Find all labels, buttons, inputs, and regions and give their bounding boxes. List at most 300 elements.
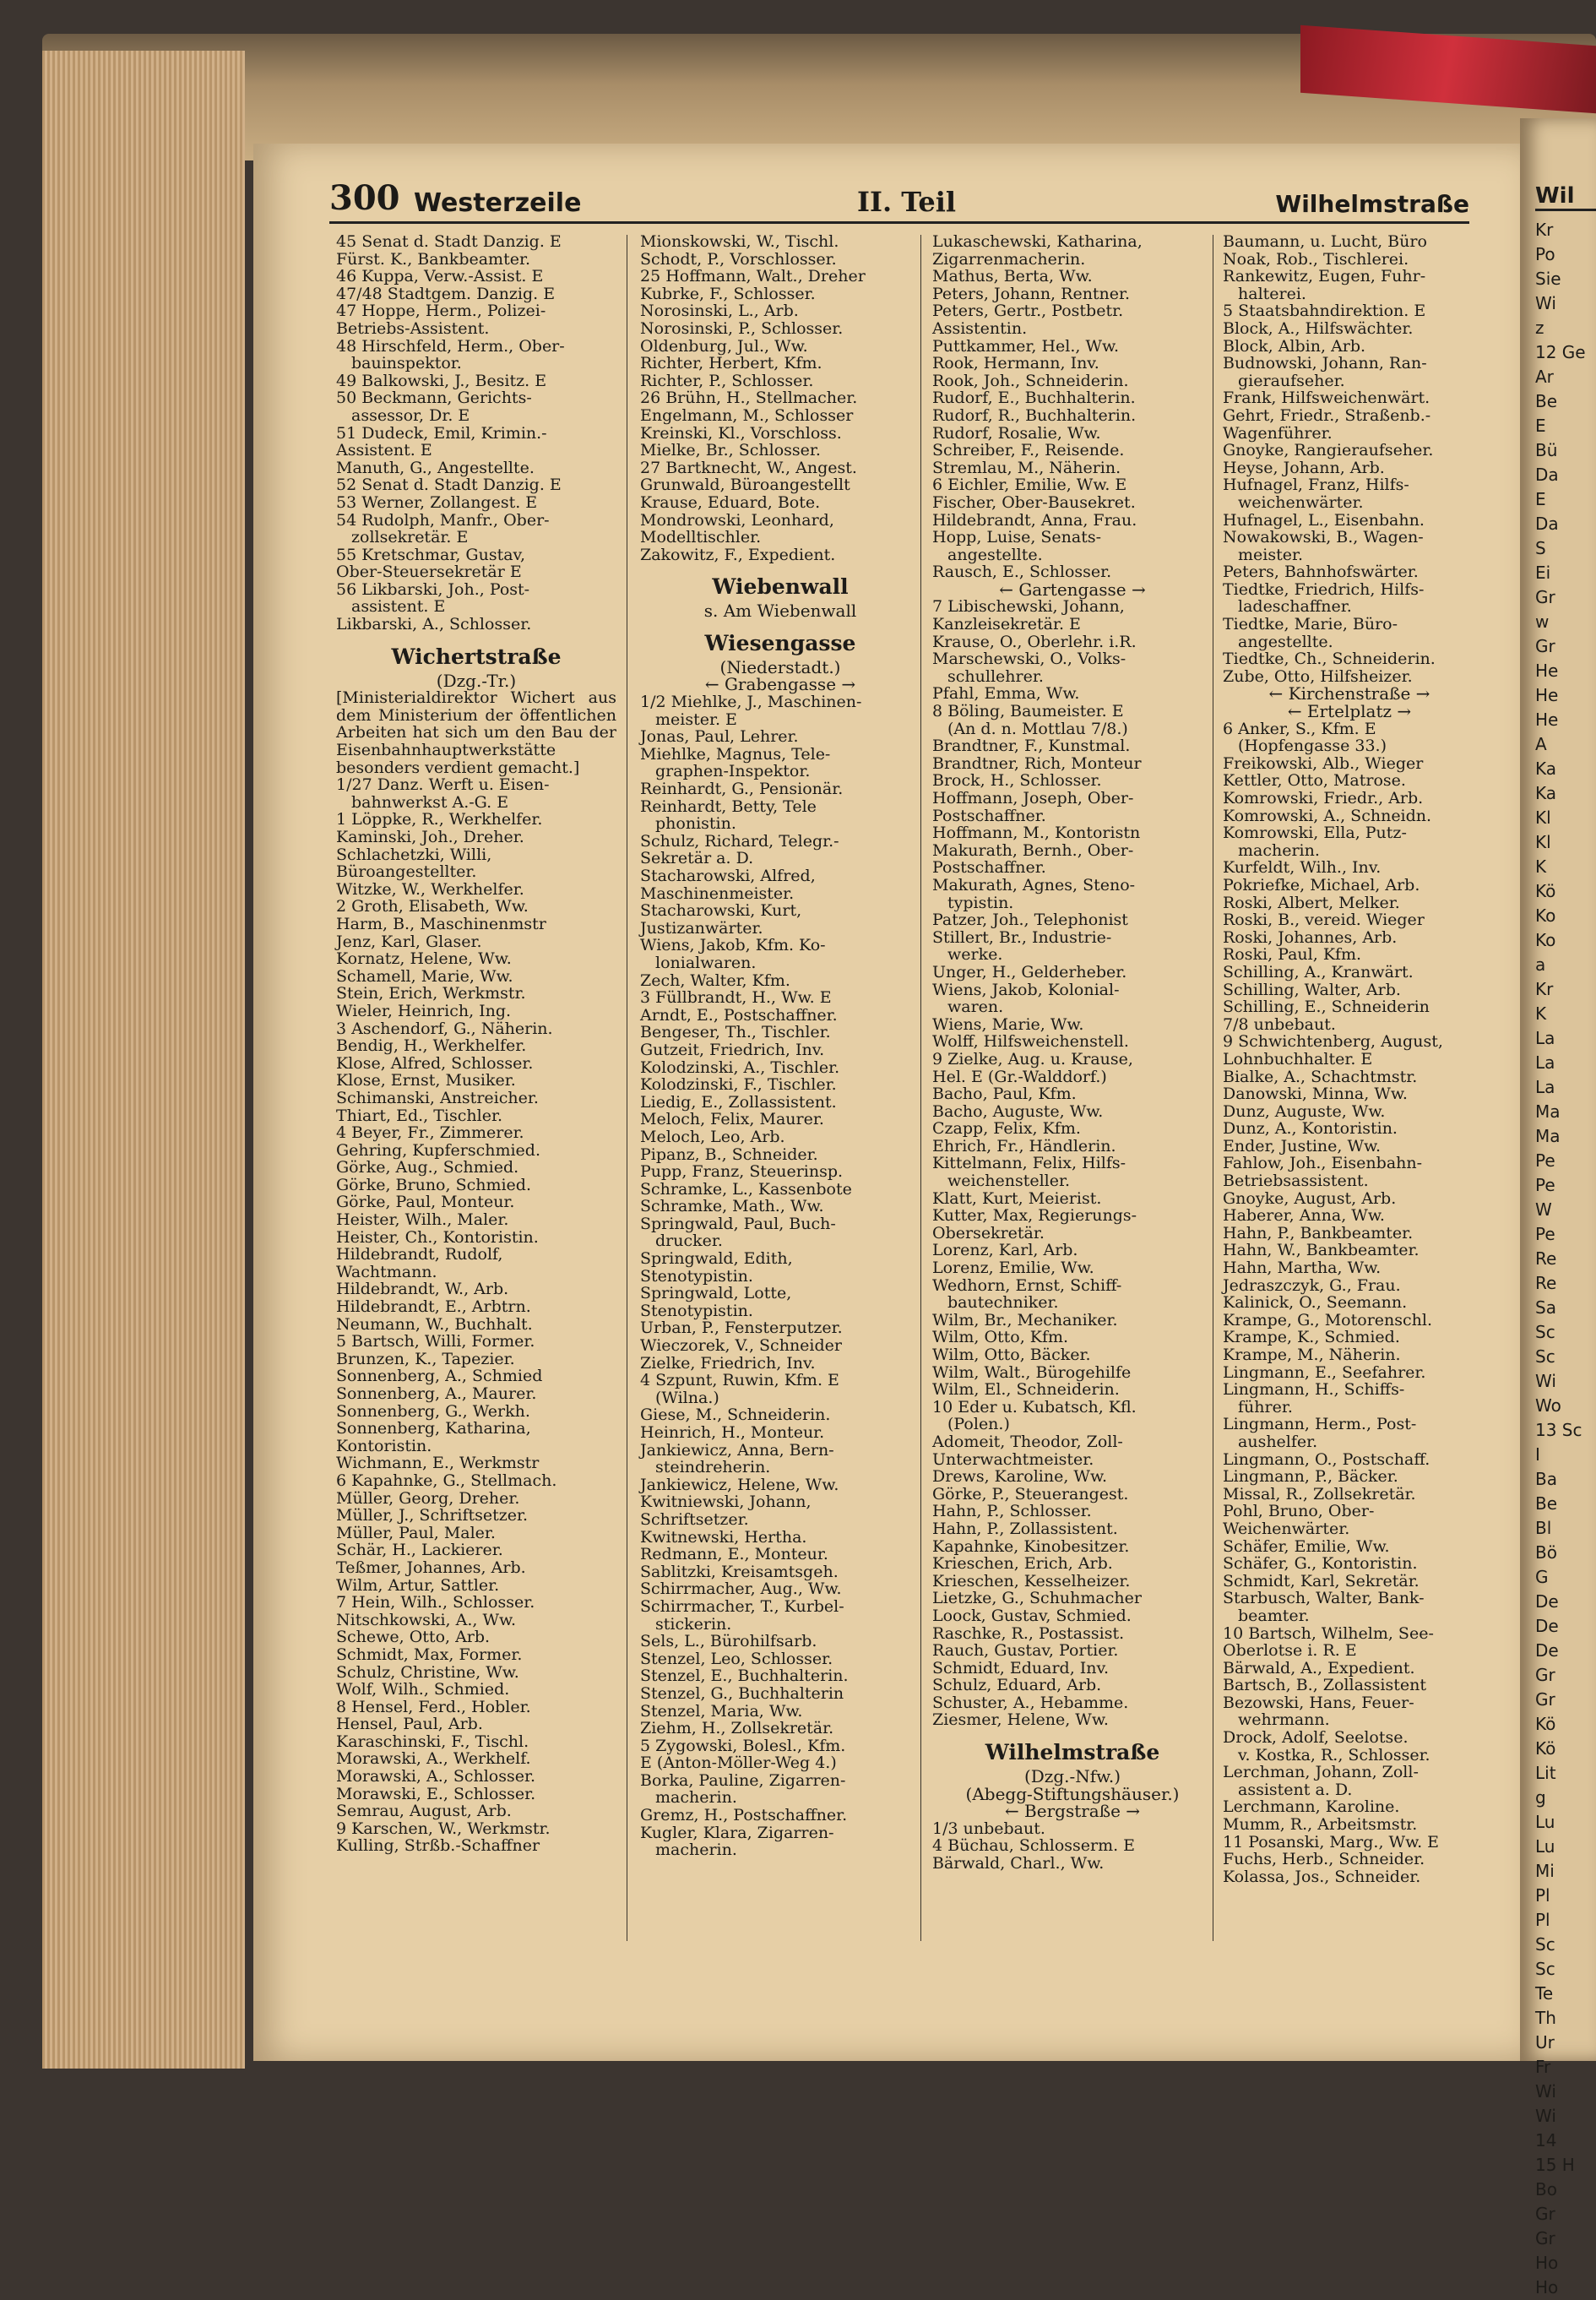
directory-entry: Morawski, A., Schlosser. [336,1767,536,1786]
directory-entry: Loock, Gustav, Schmied. [932,1606,1132,1625]
directory-entry: (Hopfengasse 33.) [1238,737,1387,756]
street-note: (Dzg.-Nfw.) [1023,1766,1121,1787]
directory-entry: Hildebrandt, W., Arb. [336,1280,509,1299]
directory-entry: Miehlke, Magnus, Tele- [640,744,831,764]
directory-entry: aushelfer. [1238,1432,1318,1451]
directory-entry: Heyse, Johann, Arb. [1223,458,1385,477]
directory-entry: Pohl, Bruno, Ober- [1223,1502,1375,1521]
directory-entry: Hoffmann, Joseph, Ober- [932,789,1134,807]
right-page-fragment: S [1535,538,1546,558]
directory-entry: Gnoyke, Rangieraufseher. [1223,441,1434,460]
directory-entry: 4 Büchau, Schlosserm. E [932,1836,1136,1856]
directory-entry: Harm, B., Maschinenmstr [336,914,546,933]
directory-entry: Klatt, Kurt, Meierist. [932,1188,1102,1208]
directory-entry: Kubrke, F., Schlosser. [640,284,816,303]
right-page-fragment: z [1535,318,1544,338]
directory-entry: Wedhorn, Ernst, Schiff- [932,1275,1122,1295]
directory-entry: Rauch, Gustav, Portier. [932,1641,1119,1661]
directory-entry: Roski, Albert, Melker. [1223,893,1400,912]
directory-entry: Tiedtke, Ch., Schneiderin. [1223,650,1436,669]
street-note: ← Ertelplatz → [1287,701,1412,722]
directory-entry: Wachtmann. [336,1262,437,1281]
right-page-fragment: E [1535,489,1546,509]
directory-entry: Schulz, Eduard, Arb. [932,1676,1102,1695]
right-page-fragment: Sa [1535,1297,1556,1318]
directory-entry: Gutzeit, Friedrich, Inv. [640,1040,825,1059]
directory-entry: Kugler, Klara, Zigarren- [640,1823,834,1842]
directory-entry: Krause, O., Oberlehr. i.R. [932,632,1137,651]
directory-entry: Schramke, L., Kassenbote [640,1179,852,1199]
directory-entry: Nitschkowski, A., Ww. [336,1610,517,1629]
right-page-fragment: Mi [1535,1861,1555,1881]
directory-entry: 1 Löppke, R., Werkhelfer. [336,810,543,829]
directory-entry: Fischer, Ober-Bausekret. [932,492,1136,512]
directory-entry: 50 Beckmann, Gerichts- [336,389,532,408]
directory-entry: zollsekretär. E [351,528,469,547]
directory-entry: Krampe, G., Motorenschl. [1223,1310,1433,1329]
directory-entry: Gehrt, Friedr., Straßenb.- [1223,405,1431,425]
directory-entry: 6 Anker, S., Kfm. E [1223,719,1376,738]
right-page-fragment: Wi [1535,1371,1556,1391]
directory-entry: Makurath, Bernh., Ober- [932,840,1134,860]
directory-entry: Schäfer, Emilie, Ww. [1223,1536,1390,1556]
directory-entry: Komrowski, Friedr., Arb. [1223,789,1424,807]
directory-entry: Rudorf, Rosalie, Ww. [932,423,1101,443]
directory-entry: Komrowski, Ella, Putz- [1223,824,1407,843]
directory-entry: Kolodzinski, A., Tischler. [640,1058,840,1077]
right-page-fragment: Sc [1535,1959,1555,1979]
directory-entry: Görke, Paul, Monteur. [336,1193,515,1212]
directory-entry: Starbusch, Walter, Bank- [1223,1589,1425,1608]
directory-entry: Betriebsassistent. [1223,1172,1369,1191]
directory-entry: Reinhardt, G., Pensionär. [640,780,844,799]
right-page-fragment: Ho [1535,2277,1559,2297]
directory-entry: Sels, L., Bürohilfsarb. [640,1632,817,1651]
directory-entry: Wilm, Artur, Sattler. [336,1575,500,1595]
directory-entry: Wiens, Jakob, Kfm. Ko- [640,936,826,955]
directory-entry: meister. E [655,710,737,729]
directory-entry: Krieschen, Erich, Arb. [932,1554,1113,1574]
directory-entry: Kalinick, O., Seemann. [1223,1293,1408,1313]
directory-entry: Ender, Justine, Ww. [1223,1136,1382,1155]
right-page-fragment: Ma [1535,1101,1561,1122]
directory-entry: Ober-Steuersekretär E [336,563,522,582]
directory-entry: Karaschinski, F., Tischl. [336,1732,529,1751]
right-page-fragment: Kö [1535,881,1556,901]
directory-entry: Schuster, A., Hebamme. [932,1693,1129,1712]
street-note: (Abegg-Stiftungshäuser.) [965,1783,1180,1804]
directory-entry: 7 Libischewski, Johann, [932,597,1125,617]
directory-entry: Krieschen, Kesselheizer. [932,1571,1131,1590]
directory-entry: Krause, Eduard, Bote. [640,492,821,512]
right-page-fragment: Da [1535,465,1559,485]
right-page-fragment: Bo [1535,2179,1557,2199]
directory-entry: Assistent. E [336,441,432,460]
column-rule [920,235,921,1941]
directory-entry: 52 Senat d. Stadt Danzig. E [336,476,562,495]
directory-entry: Schilling, A., Kranwärt. [1223,962,1414,981]
right-page-fragment: K [1535,856,1547,877]
directory-entry: Manuth, G., Angestellte. [336,458,535,477]
directory-entry: Block, A., Hilfswächter. [1223,318,1414,338]
directory-entry: 4 Szpunt, Ruwin, Kfm. E [640,1371,839,1390]
directory-entry: Lietzke, G., Schuhmacher [932,1589,1142,1608]
directory-entry: Lorenz, Karl, Arb. [932,1241,1078,1260]
right-page-fragment: a [1535,954,1546,975]
directory-entry: Betriebs-Assistent. [336,318,490,338]
directory-entry: Wichmann, E., Werkmstr [336,1454,540,1473]
directory-entry: macherin. [655,1788,737,1808]
directory-entry: Müller, Georg, Dreher. [336,1488,520,1508]
right-page-fragment: Bö [1535,1542,1557,1563]
directory-entry: Mielke, Br., Schlosser. [640,441,821,460]
directory-entry: Schewe, Otto, Arb. [336,1628,491,1647]
right-page-fragment: E [1535,416,1546,436]
directory-entry: 2 Groth, Elisabeth, Ww. [336,897,529,916]
directory-entry: halterei. [1238,284,1306,303]
right-page-fragment: Ko [1535,930,1556,950]
right-page-fragment: Sc [1535,1322,1555,1342]
directory-entry: (Polen.) [947,1415,1010,1434]
directory-entry: Fuchs, Herb., Schneider. [1223,1850,1425,1869]
right-page-fragment: Ma [1535,1126,1561,1146]
directory-entry: E (Anton-Möller-Weg 4.) [640,1754,837,1773]
directory-entry: Görke, Bruno, Schmied. [336,1175,532,1194]
directory-entry: Peters, Johann, Rentner. [932,284,1131,303]
directory-entry: weichensteller. [947,1172,1071,1191]
directory-entry: Stein, Erich, Werkmstr. [336,984,526,1003]
directory-entry: führer. [1238,1397,1293,1416]
directory-entry: 51 Dudeck, Emil, Krimin.- [336,423,547,443]
directory-entry: Brandtner, Rich, Monteur [932,753,1142,773]
directory-entry: angestellte. [1238,632,1333,651]
directory-entry: Raschke, R., Postassist. [932,1623,1125,1643]
directory-entry: Kwitnewski, Hertha. [640,1527,807,1547]
directory-entry: Wagenführer. [1223,423,1333,443]
right-page-fragment: Wi [1535,2106,1556,2126]
directory-entry: Hensel, Paul, Arb. [336,1715,483,1734]
directory-entry: Block, Albin, Arb. [1223,336,1366,356]
directory-entry: Schulz, Christine, Ww. [336,1662,519,1682]
directory-entry: Sablitzki, Kreisamtsgeh. [640,1562,839,1581]
directory-entry: Rausch, E., Schlosser. [932,563,1112,582]
directory-entry: 5 Staatsbahndirektion. E [1223,302,1426,321]
directory-entry: (Wilna.) [655,1388,719,1407]
right-page-fragment: Gr [1535,2228,1555,2248]
directory-entry: Oberlotse i. R. E [1223,1641,1357,1661]
right-page-fragment: Da [1535,514,1559,534]
directory-entry: Wieczorek, V., Schneider [640,1336,842,1356]
directory-entry: Rook, Joh., Schneiderin. [932,371,1129,390]
directory-entry: Peters, Bahnhofswärter. [1223,563,1419,582]
directory-entry: Kurfeldt, Wilh., Inv. [1223,858,1382,878]
directory-entry: Modelltischler. [640,528,762,547]
directory-entry: Pokriefke, Michael, Arb. [1223,875,1420,894]
right-page-fragment: Kö [1535,1714,1556,1734]
directory-entry: Ehrich, Fr., Händlerin. [932,1136,1116,1155]
directory-entry: Gehring, Kupferschmied. [336,1140,540,1160]
right-page-fragment: G [1535,1567,1549,1587]
directory-entry: Schodt, P., Vorschlosser. [640,249,837,269]
directory-entry: Kapahnke, Kinobesitzer. [932,1536,1130,1556]
directory-entry: Ziesmer, Helene, Ww. [932,1710,1109,1730]
directory-entry: Adomeit, Theodor, Zoll- [932,1432,1123,1451]
directory-entry: Thiart, Ed., Tischler. [336,1106,502,1125]
directory-entry: Pipanz, B., Schneider. [640,1145,818,1164]
directory-entry: Marschewski, O., Volks- [932,650,1126,669]
directory-entry: Danowski, Minna, Ww. [1223,1085,1408,1104]
directory-entry: Grunwald, Büroangestellt [640,476,850,495]
right-page-fragment: 13 Sc [1535,1420,1582,1440]
directory-entry: Hildebrandt, E., Arbtrn. [336,1297,531,1317]
right-page-fragment: Pe [1535,1224,1555,1244]
directory-entry: 45 Senat d. Stadt Danzig. E [336,232,562,251]
right-page-fragment: Wil [1535,184,1596,211]
right-page-fragment: Kr [1535,220,1554,240]
directory-entry: Puttkammer, Hel., Ww. [932,336,1120,356]
right-page-fragment: La [1535,1028,1555,1048]
directory-entry: Drock, Adolf, Seelotse. [1223,1728,1409,1748]
directory-entry: 1/3 unbebaut. [932,1819,1045,1838]
page-number: 300 [329,178,400,218]
directory-entry: Görke, Aug., Schmied. [336,1158,519,1177]
directory-entry: Klose, Alfred, Schlosser. [336,1053,534,1073]
page-header [329,179,1469,224]
directory-entry: Wieler, Heinrich, Ing. [336,1001,512,1020]
column-4 [1223,233,1476,1885]
directory-entry: Maschinenmeister. [640,884,795,903]
directory-entry: 4 Beyer, Fr., Zimmerer. [336,1123,524,1143]
right-page-fragment: I [1535,1444,1540,1465]
right-page-fragment: 14 [1535,2130,1557,2150]
right-page-fragment: Pl [1535,1910,1550,1930]
directory-entry: 7/8 unbebaut. [1223,1014,1336,1034]
right-page-fragment: Gr [1535,587,1555,607]
directory-entry: Czapp, Felix, Kfm. [932,1119,1081,1139]
directory-entry: Teßmer, Johannes, Arb. [336,1558,526,1577]
directory-entry: Bärwald, Charl., Ww. [932,1854,1105,1873]
directory-entry: Schriftsetzer. [640,1509,749,1529]
directory-entry: Rook, Hermann, Inv. [932,354,1099,373]
directory-entry: 11 Posanski, Marg., Ww. E [1223,1832,1440,1851]
directory-entry: Büroangestellter. [336,862,477,882]
right-page-fragment: Fr [1535,2057,1551,2077]
right-page-fragment: Gr [1535,1665,1555,1685]
directory-entry: Fahlow, Joh., Eisenbahn- [1223,1154,1423,1173]
right-page-fragment: La [1535,1052,1555,1073]
header-left-street: Westerzeile [414,188,582,218]
right-page-fragment: Wi [1535,293,1556,313]
directory-entry: Müller, J., Schriftsetzer. [336,1506,529,1525]
directory-entry: 53 Werner, Zollangest. E [336,492,538,512]
directory-entry: Norosinski, L., Arb. [640,302,799,321]
directory-entry: schullehrer. [947,666,1044,686]
directory-entry: Hahn, P., Zollassistent. [932,1519,1118,1538]
directory-entry: Neumann, W., Buchhalt. [336,1314,533,1334]
directory-entry: Obersekretär. [932,1223,1045,1242]
directory-entry: Sonnenberg, G., Werkh. [336,1401,530,1421]
right-page-fragment: Kr [1535,979,1554,999]
right-page-fragment: Ur [1535,2032,1555,2053]
directory-entry: 5 Bartsch, Willi, Former. [336,1332,535,1351]
directory-entry: assistent. E [351,597,446,617]
directory-entry: Rankewitz, Eugen, Fuhr- [1223,267,1426,286]
right-page-fragment: Bl [1535,1518,1552,1538]
street-heading: Wiebenwall [712,574,849,600]
right-page-fragment: He [1535,685,1559,705]
column-3 [932,233,1213,1873]
street-note: ← Bergstraße → [1004,1801,1141,1822]
directory-entry: Oldenburg, Jul., Ww. [640,336,808,356]
directory-entry: werke. [947,945,1003,965]
right-page-fragment: Ka [1535,783,1557,803]
directory-entry: Hildebrandt, Rudolf, [336,1245,503,1264]
right-page-fragment: w [1535,612,1550,632]
directory-entry: typistin. [947,893,1014,912]
right-page-fragment: Be [1535,1493,1558,1514]
directory-entry: Hoffmann, M., Kontoristn [932,824,1141,843]
directory-entry: Heister, Wilh., Maler. [336,1210,509,1230]
directory-entry: Kontoristin. [336,1436,432,1455]
directory-entry: Bezowski, Hans, Feuer- [1223,1693,1414,1712]
directory-entry: 9 Zielke, Aug. u. Krause, [932,1049,1133,1068]
right-page-fragment: W [1535,1199,1552,1220]
directory-entry: Hahn, W., Bankbeamter. [1223,1241,1420,1260]
directory-entry: Stillert, Br., Industrie- [932,927,1112,947]
directory-entry: Makurath, Agnes, Steno- [932,875,1136,894]
directory-entry: Assistentin. [932,318,1028,338]
directory-entry: Kanzleisekretär. E [932,615,1081,634]
directory-entry: Fürst. K., Bankbeamter. [336,249,530,269]
directory-entry: Wilm, Br., Mechaniker. [932,1310,1118,1329]
directory-entry: Brandtner, F., Kunstmal. [932,737,1131,756]
directory-entry: graphen-Inspektor. [655,762,811,781]
directory-entry: bauinspektor. [351,354,462,373]
directory-entry: Zigarrenmacherin. [932,249,1086,269]
directory-entry: 3 Füllbrandt, H., Ww. E [640,988,832,1008]
directory-entry: Dunz, Auguste, Ww. [1223,1101,1386,1121]
directory-entry: 56 Likbarski, Joh., Post- [336,579,530,599]
right-page-fragment: Wo [1535,1395,1561,1416]
directory-entry: Stacharowski, Kurt, [640,901,802,921]
right-page-fragment: Kl [1535,832,1551,852]
directory-entry: Urban, P., Fensterputzer. [640,1319,843,1338]
directory-entry: Schreiber, F., Reisende. [932,441,1125,460]
right-page-fragment: 12 Ge [1535,342,1586,362]
right-page-fragment: Ka [1535,759,1557,779]
directory-entry: Lingmann, O., Postschaff. [1223,1449,1430,1469]
directory-entry: Hahn, Martha, Ww. [1223,1259,1382,1278]
right-page-fragment: Te [1535,1983,1554,2004]
right-page-fragment: Sc [1535,1934,1555,1955]
directory-entry: Kolassa, Jos., Schneider. [1223,1867,1421,1886]
right-page-fragment: Ko [1535,905,1556,926]
directory-entry: Kulling, Strßb.-Schaffner [336,1836,540,1856]
directory-entry: 54 Rudolph, Manfr., Ober- [336,510,550,530]
right-page-fragment: Ei [1535,563,1551,583]
directory-entry: 55 Kretschmar, Gustav, [336,545,526,564]
directory-entry: Morawski, A., Werkhelf. [336,1749,531,1769]
directory-entry: Bengeser, Th., Tischler. [640,1023,831,1042]
directory-entry: Lerchmann, Karoline. [1223,1797,1400,1817]
directory-entry: Semrau, August, Arb. [336,1802,512,1821]
directory-entry: Jenz, Karl, Glaser. [336,932,482,951]
directory-entry: assistent a. D. [1238,1780,1353,1799]
right-page-fragment: Sc [1535,1346,1555,1367]
directory-entry: Stacharowski, Alfred, [640,867,816,885]
directory-entry: Lingmann, Herm., Post- [1223,1415,1417,1434]
directory-entry: 5 Zygowski, Bolesl., Kfm. [640,1736,846,1755]
directory-entry: Missal, R., Zollsekretär. [1223,1484,1416,1503]
directory-entry: Postschaffner. [932,858,1046,878]
directory-entry: drucker. [655,1232,723,1251]
directory-entry: Klose, Ernst, Musiker. [336,1071,516,1090]
directory-entry: Jankiewicz, Helene, Ww. [640,1475,839,1494]
directory-entry: Springwald, Lotte, [640,1284,792,1303]
directory-entry: Roski, Paul, Kfm. [1223,945,1362,965]
directory-entry: meister. [1238,545,1304,564]
directory-entry: Bendig, H., Werkhelfer. [336,1036,527,1056]
directory-entry: angestellte. [947,545,1043,564]
directory-entry: Hel. E (Gr.-Walddorf.) [932,1067,1107,1086]
directory-entry: Schlachetzki, Willi, [336,845,492,864]
directory-entry: Schamell, Marie, Ww. [336,966,513,986]
directory-entry: 10 Bartsch, Wilhelm, See- [1223,1623,1434,1643]
column-2 [640,233,920,1859]
directory-entry: 27 Bartknecht, W., Angest. [640,458,857,477]
directory-entry: Brunzen, K., Tapezier. [336,1349,515,1368]
directory-entry: Lohnbuchhalter. E [1223,1049,1373,1068]
directory-entry: Schirrmacher, Aug., Ww. [640,1580,842,1599]
directory-entry: wehrmann. [1238,1710,1330,1730]
directory-entry: Sekretär a. D. [640,849,754,868]
directory-entry: Nowakowski, B., Wagen- [1223,528,1424,547]
directory-entry: Brock, H., Schlosser. [932,771,1102,791]
directory-entry: Schmidt, Max, Former. [336,1645,523,1664]
right-page-fragment: Gr [1535,636,1555,656]
directory-entry: Zakowitz, F., Expedient. [640,545,836,564]
directory-entry: Wiens, Marie, Ww. [932,1014,1084,1034]
directory-entry: 9 Schwichtenberg, August, [1223,1032,1443,1052]
directory-entry: Arndt, E., Postschaffner. [640,1005,838,1025]
street-note: (Dzg.-Tr.) [436,670,517,691]
directory-entry: Richter, P., Schlosser. [640,371,814,390]
directory-entry: 3 Aschendorf, G., Näherin. [336,1019,553,1038]
directory-entry: Krampe, M., Näherin. [1223,1346,1401,1364]
directory-entry: Stremlau, M., Näherin. [932,458,1121,477]
street-note: s. Am Wiebenwall [703,601,857,622]
directory-entry: Haberer, Anna, Ww. [1223,1206,1385,1226]
directory-entry: Krampe, K., Schmied. [1223,1328,1400,1347]
directory-entry: bahnwerkst A.-G. E [351,792,509,812]
directory-entry: Wolf, Wilh., Schmied. [336,1680,510,1699]
directory-entry: Engelmann, M., Schlosser [640,405,854,425]
right-page-fragment: Ar [1535,367,1554,387]
directory-entry: Norosinski, P., Schlosser. [640,318,844,338]
street-heading: Wilhelmstraße [985,1740,1160,1765]
directory-entry: Patzer, Joh., Telephonist [932,911,1128,930]
right-page-fragment: g [1535,1787,1546,1808]
street-note: ← Grabengasse → [704,674,856,695]
right-page-fragment: Th [1535,2008,1556,2028]
right-page-fragment: Sie [1535,269,1561,289]
directory-entry: Schilling, Walter, Arb. [1223,980,1401,999]
directory-entry: 8 Böling, Baumeister. E [932,702,1124,721]
directory-entry: Mondrowski, Leonhard, [640,510,834,530]
directory-entry: Hahn, P., Bankbeamter. [1223,1223,1414,1242]
directory-entry: Kreinski, Kl., Vorschloss. [640,423,842,443]
directory-entry: 6 Eichler, Emilie, Ww. E [932,476,1127,495]
